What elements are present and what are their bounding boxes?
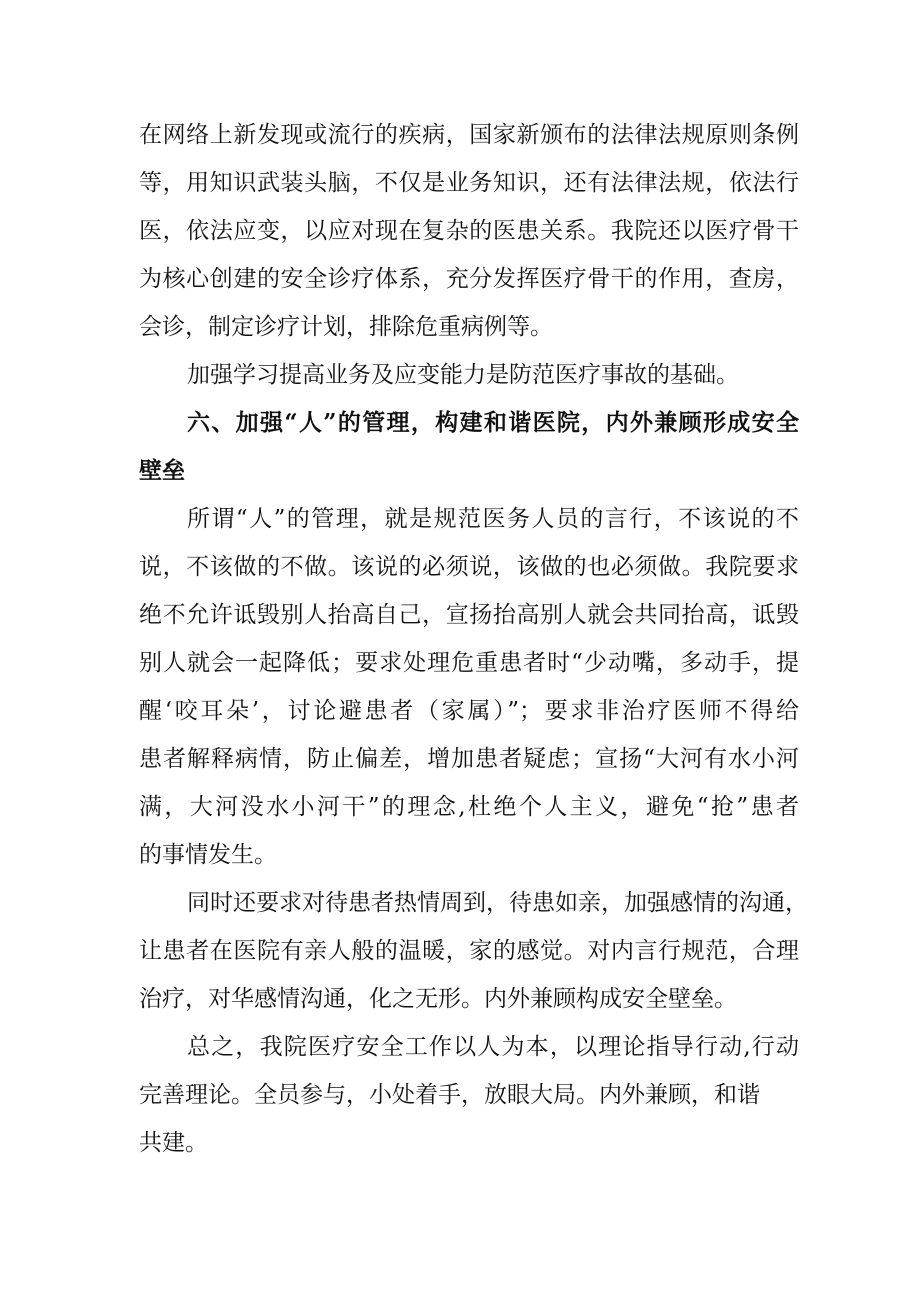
summary-paragraph: 加强学习提高业务及应变能力是防范医疗事故的基础。	[187, 362, 739, 388]
body-line: 满，大河没水小河干”的理念,杜绝个人主义，避免“抢”患者	[139, 794, 799, 820]
conclusion-line: 共建。	[139, 1130, 208, 1156]
document-body	[139, 111, 808, 1167]
section-heading: 六、加强“人”的管理，构建和谐医院，内外兼顾形成安全	[187, 409, 799, 436]
body-line: 会诊，制定诊疗计划，排除危重病例等。	[139, 314, 553, 340]
body-line: 所谓“人”的管理，就是规范医务人员的言行，不该说的不	[187, 506, 799, 532]
body-line: 为核心创建的安全诊疗体系，充分发挥医疗骨干的作用，查房，	[139, 266, 799, 292]
conclusion-line: 完善理论。全员参与，小处着手，放眼大局。内外兼顾，和谐	[139, 1082, 760, 1108]
body-line: 医，依法应变，以应对现在复杂的医患关系。我院还以医疗骨干	[139, 218, 799, 244]
body-line: 绝不允许诋毁别人抬高自己，宣扬抬高别人就会共同抬高，诋毁	[139, 602, 799, 628]
body-line: 让患者在医院有亲人般的温暖，家的感觉。对内言行规范，合理	[139, 938, 799, 964]
body-line: 患者解释病情，防止偏差，增加患者疑虑；宣扬“大河有水小河	[139, 746, 799, 772]
body-line: 的事情发生。	[139, 842, 277, 868]
conclusion-line: 总之，我院医疗安全工作以人为本，以理论指导行动,行动	[187, 1034, 799, 1060]
body-line: 治疗，对华感情沟通，化之无形。内外兼顾构成安全壁垒。	[139, 986, 737, 1012]
section-heading-continued: 壁垒	[139, 457, 185, 484]
body-line: 等，用知识武装头脑，不仅是业务知识，还有法律法规，依法行	[139, 170, 799, 196]
body-line: 在网络上新发现或流行的疾病，国家新颁布的法律法规原则条例	[139, 122, 799, 148]
body-line: 说，不该做的不做。该说的必须说，该做的也必须做。我院要求	[139, 554, 799, 580]
body-line: 别人就会一起降低；要求处理危重患者时“少动嘴，多动手，提	[139, 650, 799, 676]
body-line: 同时还要求对待患者热情周到，待患如亲，加强感情的沟通，	[187, 890, 808, 916]
body-line: 醒‘咬耳朵’，讨论避患者（家属）”；要求非治疗医师不得给	[139, 698, 799, 724]
